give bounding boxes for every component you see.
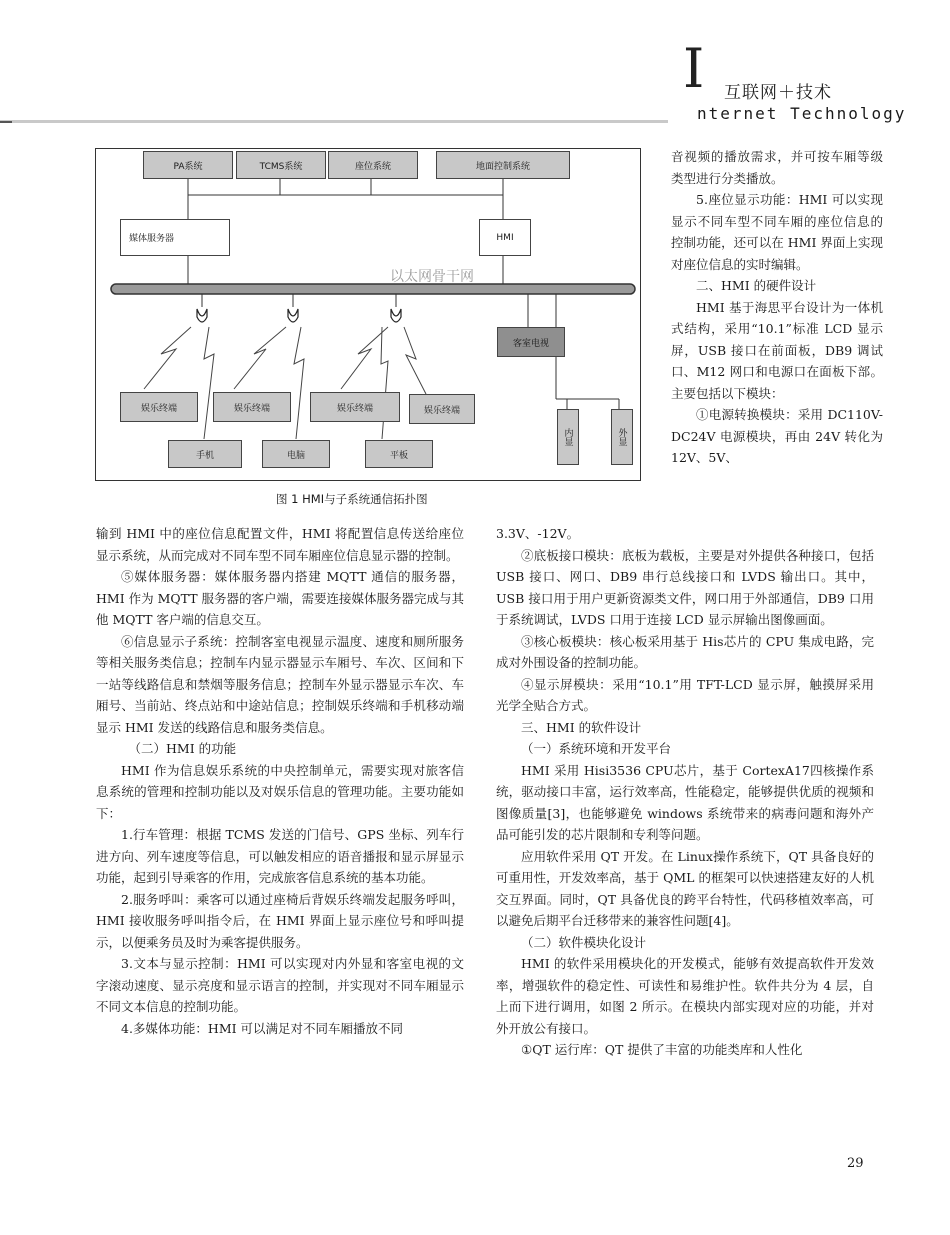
left-column [96,523,464,1039]
section-initial-letter: I [683,37,705,100]
paragraph: ③核心板模块：核心板采用基于 His芯片的 CPU 集成电路，完成对外围设备的控制功能。 [496,633,874,670]
paragraph: 3.3V、-12V。 [496,526,580,541]
media-server-box: 媒体服务器 [120,219,230,256]
header-rule [0,120,668,123]
ground-control-box: 地面控制系统 [436,151,570,179]
paragraph: HMI 采用 Hisi3536 CPU芯片，基于 CortexA17四核操作系统，驱动接口丰富，运行效率高，性能稳定，能够提供优质的视频和图像质量[3]，也能够避免 windows 系统带来的病毒问题和海外产品可能引发的芯片限制和专利等问题。 [496,762,874,842]
paragraph: 4.多媒体功能：HMI 可以满足对不同车厢播放不同 [121,1020,404,1036]
paragraph: 3.文本与显示控制：HMI 可以实现对内外显和客室电视的文字滚动速度、显示亮度和显示语言的控制，并实现对不同车厢显示 不同文本信息的控制功能。 [96,956,464,1014]
paragraph: 应用软件采用 QT 开发。在 Linux操作系统下，QT 具备良好的可重用性，开发效率高，基于 QML 的框架可以快速搭建友好的人机交互界面。同时，QT 具备优良的跨平台特性，代码移植效率高，可以避免后期平台迁移带来的兼容性问题[4]。 [496,848,874,928]
paragraph: 1.行车管理：根据 TCMS 发送的门信号、GPS 坐标、列车行进方向、列车速度等信息，可以触发相应的语音播报和显示屏显示功能，起到引导乘客的作用，完成旅客信息系统的基本功能。 [96,827,464,885]
paragraph: ④显示屏模块：采用“10.1”用 TFT-LCD 显示屏，触摸屏采用光学全贴合方式。 [496,676,874,713]
paragraph: ⑤媒体服务器：媒体服务器内搭建 MQTT 通信的服务器，HMI 作为 MQTT 服务器的客户端，需要连接媒体服务器完成与其他 MQTT 客户端的信息交互。 [96,569,465,627]
paragraph: ①电源转换模块：采用 DC110V-DC24V 电源模块，再由 24V 转化为 12V、5V、 [671,407,883,465]
outer-display-box: 外显 [611,409,633,465]
section-heading: 三、HMI 的软件设计 [521,719,642,735]
right-column [496,523,874,1061]
section-title-cn: 互联网＋技术 [724,83,832,103]
subsection-heading: （二）软件模块化设计 [521,934,647,950]
subsection-heading: （一）系统环境和开发平台 [521,741,672,756]
seat-system-box: 座位系统 [328,151,418,179]
page-number: 29 [847,1156,864,1171]
paragraph: HMI 基于海思平台设计为一体机式结构，采用“10.1”标准 LCD 显示屏，USB 接口在前面板，DB9 调试口、M12 网口和电源口在面板下部。主要包括以下模块： [671,299,883,401]
paragraph: 输到 HMI 中的座位信息配置文件，HMI 将配置信息传送给座位显示系统，从而完成对不同车型不同车厢座位信息显示器的控制。 [96,526,464,563]
entertainment-terminal-2: 娱乐终端 [213,392,291,422]
section-heading: 二、HMI 的硬件设计 [696,278,817,293]
paragraph: 5.座位显示功能：HMI 可以实现显示不同车型不同车厢的座位信息的控制功能，还可以在 HMI 界面上实现对座位信息的实时编辑。 [671,192,883,272]
entertainment-terminal-1: 娱乐终端 [120,392,198,422]
phone-box: 手机 [168,440,242,468]
subsection-heading: （二）HMI 的功能 [128,741,237,756]
section-title-en: nternet Technology [697,104,907,123]
figure-caption: 图 1 HMI与子系统通信拓扑图 [276,492,428,506]
paragraph: 音视频的播放需求，并可按车厢等级类型进行分类播放。 [671,149,883,186]
tablet-box: 平板 [365,440,433,468]
header-rule-accent [0,121,12,123]
inner-display-box: 内显 [557,409,579,465]
right-top-column [671,146,883,469]
paragraph: ⑥信息显示子系统：控制客室电视显示温度、速度和厕所服务等相关服务类信息；控制车内显示器显示车厢号、车次、区间和下一站等线路信息和禁烟等服务信息；控制车外显示器显示车次、车厢号、当前站、终点站和中途站信息；控制娱乐终端和手机移动端显示 HMI 发送的线路信息和服务类信息。 [96,633,464,735]
pc-box: 电脑 [262,440,330,468]
pa-system-box: PA系统 [143,151,233,179]
entertainment-terminal-3: 娱乐终端 [310,392,400,422]
paragraph: ①QT 运行库：QT 提供了丰富的功能类库和人性化 [521,1042,803,1057]
paragraph: ②底板接口模块：底板为载板，主要是对外提供各种接口，包括 USB 接口、网口、DB9 串行总线接口和 LVDS 输出口。其中，USB 接口用于用户更新资源类文件，网口用于外部通信，DB9 口用于系统调试，LVDS 口用于连接 LCD 显示屏输出图像画面。 [496,547,874,627]
backbone-label: 以太网骨干网 [390,269,474,285]
entertainment-terminal-4: 娱乐终端 [409,394,475,424]
paragraph: 2.服务呼叫：乘客可以通过座椅后背娱乐终端发起服务呼叫，HMI 接收服务呼叫指令后，在 HMI 界面上显示座位号和呼叫提示，以便乘务员及时为乘客提供服务。 [96,891,464,950]
hmi-box: HMI [479,219,531,256]
paragraph: HMI 的软件采用模块化的开发模式，能够有效提高软件开发效率，增强软件的稳定性、可读性和易维护性。软件共分为 4 层，自上而下进行调用，如图 2 所示。在模块内部实现对应的功能，并对外开放公有接口。 [496,956,874,1036]
topology-figure [95,148,641,481]
paragraph: HMI 作为信息娱乐系统的中央控制单元，需要实现对旅客信息系统的管理和控制功能以及对娱乐信息的管理功能。主要功能如下： [96,762,464,821]
tcms-system-box: TCMS系统 [236,151,326,179]
cabin-tv-box: 客室电视 [497,327,565,357]
